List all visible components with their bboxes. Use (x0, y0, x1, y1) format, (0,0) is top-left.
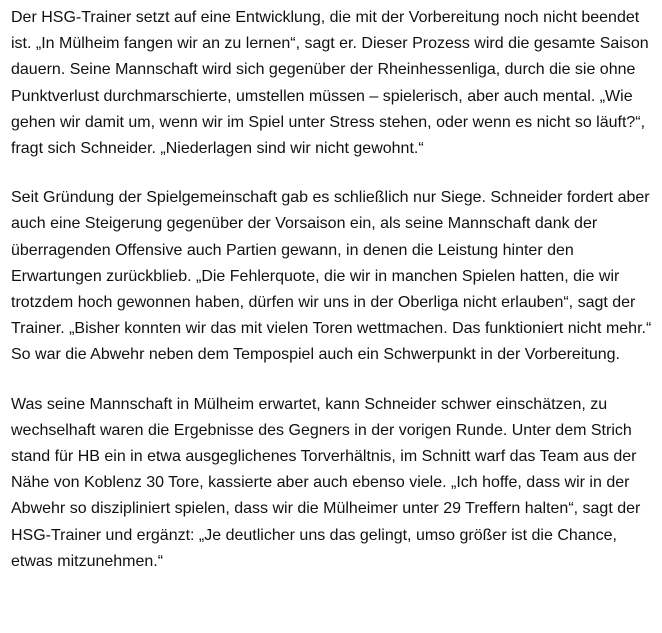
article-paragraph: Seit Gründung der Spielgemeinschaft gab es schließlich nur Siege. Schneider fordert aber auch eine Steigerung gegenüber der Vorsaison ein, als seine Mannschaft dank der überragenden Offensive auch Partien gewann, in denen die Leistung hinter den Erwartungen zurückblieb. „Die Fehlerquote, die wir in manchen Spielen hatten, die wir trotzdem hoch gewonnen haben, dürfen wir uns in der Oberliga nicht erlauben“, sagt der Trainer. „Bisher konnten wir das mit vielen Toren wettmachen. Das funktioniert nicht mehr.“ So war die Abwehr neben dem Tempospiel auch ein Schwerpunkt in der Vorbereitung. (11, 189, 652, 364)
article-paragraph: Der HSG-Trainer setzt auf eine Entwicklung, die mit der Vorbereitung noch nicht beendet ist. „In Mülheim fangen wir an zu lernen“, sagt er. Dieser Prozess wird die gesamte Saison dauern. Seine Mannschaft wird sich gegenüber der Rheinhessenliga, durch die sie ohne Punktverlust durchmarschierte, umstellen müssen – spielerisch, aber auch mental. „Wie gehen wir damit um, wenn wir im Spiel unter Stress stehen, oder wenn es nicht so läuft?“, fragt sich Schneider. „Niederlagen sind wir nicht gewohnt.“ (11, 9, 649, 158)
article-paragraph: Was seine Mannschaft in Mülheim erwartet, kann Schneider schwer einschätzen, zu wechselhaft waren die Ergebnisse des Gegners in der vorigen Runde. Unter dem Strich stand für HB ein in etwa ausgeglichenes Torverhältnis, im Schnitt warf das Team aus der Nähe von Koblenz 30 Tore, kassierte aber auch ebenso viele. „Ich hoffe, dass wir in der Abwehr so diszipliniert spielen, dass wir die Mülheimer unter 29 Treffern halten“, sagt der HSG-Trainer und ergänzt: „Je deutlicher uns das gelingt, umso größer ist die Chance, etwas mitzunehmen.“ (11, 395, 641, 570)
